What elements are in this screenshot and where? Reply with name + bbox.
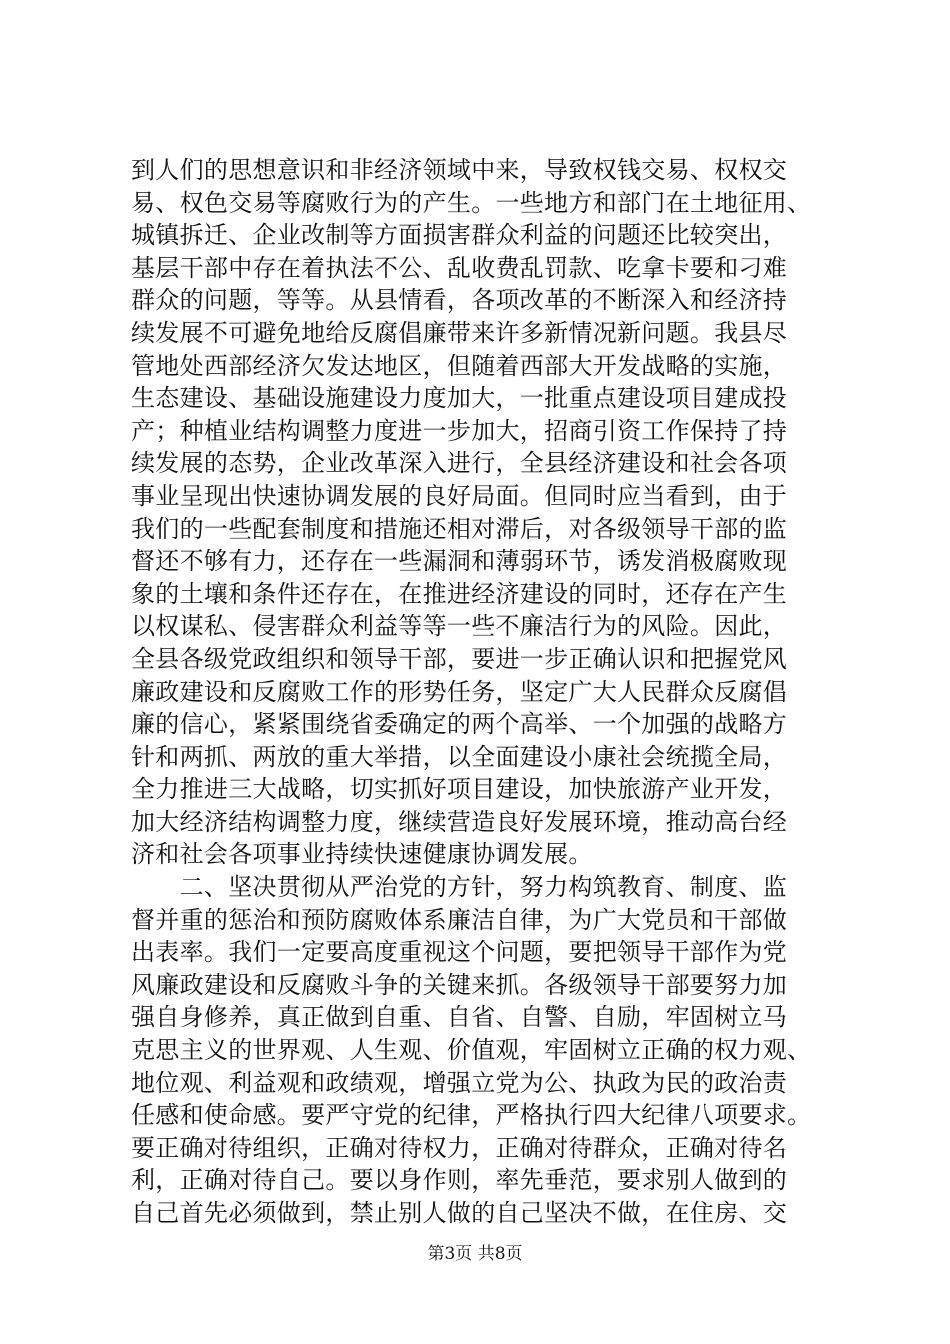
text-line: 全力推进三大战略，切实抓好项目建设，加快旅游产业开发， — [131, 775, 788, 804]
text-line: 廉的信心，紧紧围绕省委确定的两个高举、一个加强的战略方 — [131, 710, 788, 739]
text-line: 基层干部中存在着执法不公、乱收费乱罚款、吃拿卡要和刁难 — [131, 253, 788, 282]
text-line: 针和两抓、两放的重大举措，以全面建设小康社会统揽全局， — [131, 742, 788, 771]
text-line: 城镇拆迁、企业改制等方面损害群众利益的问题还比较突出， — [131, 221, 788, 250]
text-line: 济和社会各项事业持续快速健康协调发展。 — [131, 840, 593, 869]
text-line: 全县各级党政组织和领导干部，要进一步正确认识和把握党风 — [131, 644, 788, 673]
text-line: 地位观、利益观和政绩观，增强立党为公、执政为民的政治责 — [131, 1068, 788, 1097]
text-line: 自己首先必须做到，禁止别人做的自己坚决不做，在住房、交 — [131, 1199, 788, 1227]
page-footer: 第3页 共8页 — [427, 1244, 523, 1264]
text-line: 产；种植业结构调整力度进一步加大，招商引资工作保持了持 — [131, 416, 788, 445]
text-line: 群众的问题，等等。从县情看，各项改革的不断深入和经济持 — [131, 286, 788, 315]
text-line: 管地处西部经济欠发达地区，但随着西部大开发战略的实施， — [131, 351, 788, 380]
body-text — [131, 154, 831, 1230]
text-line: 要正确对待组织，正确对待权力，正确对待群众，正确对待名 — [131, 1133, 788, 1162]
text-line: 利，正确对待自己。要以身作则，率先垂范，要求别人做到的 — [131, 1166, 788, 1195]
text-line: 廉政建设和反腐败工作的形势任务，坚定广大人民群众反腐倡 — [131, 677, 788, 706]
text-line: 出表率。我们一定要高度重视这个问题，要把领导干部作为党 — [131, 938, 788, 967]
text-line: 易、权色交易等腐败行为的产生。一些地方和部门在土地征用、 — [131, 188, 812, 217]
text-line: 续发展的态势，企业改革深入进行，全县经济建设和社会各项 — [131, 449, 788, 478]
text-line: 强自身修养，真正做到自重、自省、自警、自励，牢固树立马 — [131, 1003, 788, 1032]
text-line: 督还不够有力，还存在一些漏洞和薄弱环节，诱发消极腐败现 — [131, 547, 788, 576]
text-line: 象的土壤和条件还存在，在推进经济建设的同时，还存在产生 — [131, 579, 788, 608]
text-line: 克思主义的世界观、人生观、价值观，牢固树立正确的权力观、 — [131, 1036, 812, 1065]
text-line: 二、坚决贯彻从严治党的方针，努力构筑教育、制度、监 — [131, 873, 788, 902]
text-line: 生态建设、基础设施建设力度加大，一批重点建设项目建成投 — [131, 384, 788, 413]
text-line: 续发展不可避免地给反腐倡廉带来许多新情况新问题。我县尽 — [131, 318, 788, 347]
text-line: 以权谋私、侵害群众利益等等一些不廉洁行为的风险。因此， — [131, 612, 788, 641]
text-line: 风廉政建设和反腐败斗争的关键来抓。各级领导干部要努力加 — [131, 970, 788, 999]
text-line: 到人们的思想意识和非经济领域中来，导致权钱交易、权权交 — [131, 156, 788, 184]
text-line: 加大经济结构调整力度，继续营造良好发展环境，推动高台经 — [131, 807, 788, 836]
text-line: 我们的一些配套制度和措施还相对滞后，对各级领导干部的监 — [131, 514, 788, 543]
text-line: 督并重的惩治和预防腐败体系廉洁自律，为广大党员和干部做 — [131, 905, 788, 934]
text-line: 任感和使命感。要严守党的纪律，严格执行四大纪律八项要求。 — [131, 1101, 812, 1130]
text-line: 事业呈现出快速协调发展的良好局面。但同时应当看到，由于 — [131, 481, 788, 510]
